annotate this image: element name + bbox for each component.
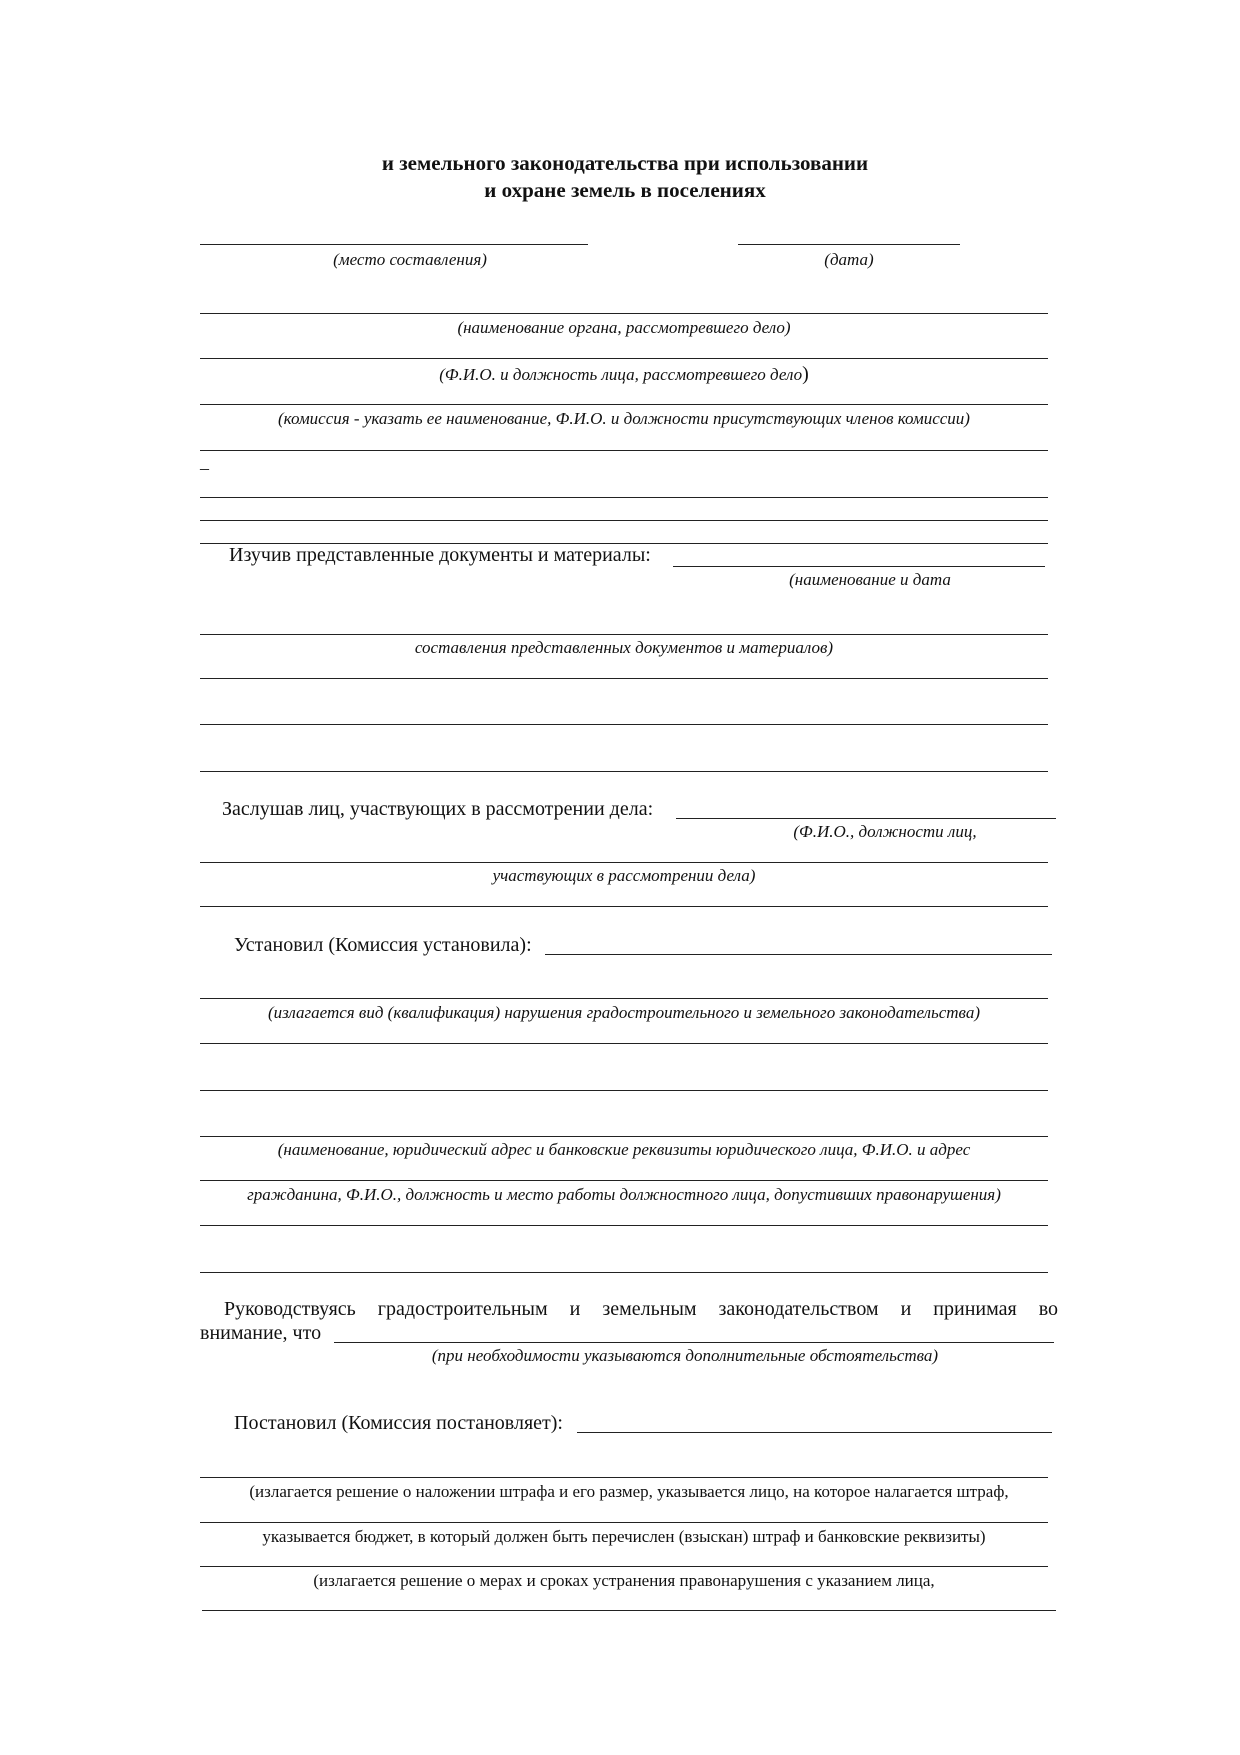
docs-caption-2: составления представленных документов и материалов): [414, 638, 834, 657]
date-caption: (дата): [824, 250, 874, 269]
commission-caption: (комиссия - указать ее наименование, Ф.И.О. и должности присутствующих членов комиссии): [278, 409, 970, 428]
document-title-line-2: и охране земель в поселениях: [484, 178, 766, 202]
fine-caption-2: указывается бюджет, в который должен быть перечислен (взыскан) штраф и банковские реквизиты): [262, 1527, 986, 1546]
person-caption-paren: ): [802, 363, 809, 385]
established-label: Установил (Комиссия установила):: [234, 934, 532, 956]
studied-field-line[interactable]: [673, 566, 1045, 567]
person-caption-text: (Ф.И.О. и должность лица, рассмотревшего дело: [439, 365, 803, 384]
offender-caption-2: гражданина, Ф.И.О., должность и место работы должностного лица, допустивших правонарушения): [247, 1185, 1001, 1204]
guided-text-line-2: внимание, что: [200, 1322, 322, 1344]
blank-line-7[interactable]: [200, 771, 1048, 772]
heard-label: Заслушав лиц, участвующих в рассмотрении дела:: [222, 798, 654, 820]
persons-caption-1: (Ф.И.О., должности лиц,: [793, 822, 977, 841]
document-title-line-1: и земельного законодательства при использовании: [381, 151, 869, 175]
place-caption: (место составления): [333, 250, 487, 269]
docs-caption-1: (наименование и дата: [789, 570, 951, 589]
fine-field-line-2[interactable]: [200, 1522, 1048, 1523]
resolved-field-line[interactable]: [577, 1432, 1052, 1433]
established-field-line[interactable]: [545, 954, 1052, 955]
blank-line-12[interactable]: [200, 1272, 1048, 1273]
fine-field-line[interactable]: [200, 1477, 1048, 1478]
docs-field-line[interactable]: [200, 634, 1048, 635]
violation-field-line[interactable]: [200, 998, 1048, 999]
blank-line-9[interactable]: [200, 1043, 1048, 1044]
blank-line-6[interactable]: [200, 724, 1048, 725]
circumstances-caption: (при необходимости указываются дополнительные обстоятельства): [431, 1346, 939, 1365]
blank-line-11[interactable]: [200, 1225, 1048, 1226]
fine-caption-1: (излагается решение о наложении штрафа и его размер, указывается лицо, на которое налагается штраф,: [249, 1482, 1009, 1501]
violation-caption: (излагается вид (квалификация) нарушения градостроительного и земельного законодательства): [268, 1003, 980, 1022]
blank-line-8[interactable]: [200, 906, 1048, 907]
blank-line-1[interactable]: [200, 450, 1048, 451]
stray-dash: –: [200, 458, 209, 478]
guided-text-line-1: Руководствуясь градостроительным и земельным законодательством и принимая во: [224, 1298, 1058, 1320]
commission-field-line[interactable]: [200, 404, 1048, 405]
offender-caption-1: (наименование, юридический адрес и банковские реквизиты юридического лица, Ф.И.О. и адрес: [277, 1140, 971, 1159]
person-caption: [200, 363, 1048, 386]
studied-label: Изучив представленные документы и материалы:: [229, 544, 651, 566]
blank-line-10[interactable]: [200, 1090, 1048, 1091]
circumstances-field-line[interactable]: [334, 1342, 1054, 1343]
place-field-line[interactable]: [200, 244, 588, 245]
organ-caption: (наименование органа, рассмотревшего дело): [457, 318, 791, 337]
blank-line-2[interactable]: [200, 497, 1048, 498]
date-field-line[interactable]: [738, 244, 960, 245]
heard-field-line[interactable]: [676, 818, 1056, 819]
persons-caption-2: участвующих в рассмотрении дела): [492, 866, 756, 885]
offender-field-line[interactable]: [200, 1136, 1048, 1137]
resolved-label: Постановил (Комиссия постановляет):: [234, 1412, 563, 1434]
blank-line-3[interactable]: [200, 520, 1048, 521]
organ-field-line[interactable]: [200, 313, 1048, 314]
measures-field-line[interactable]: [200, 1566, 1048, 1567]
persons-field-line[interactable]: [200, 862, 1048, 863]
blank-line-5[interactable]: [200, 678, 1048, 679]
measures-caption: (излагается решение о мерах и сроках устранения правонарушения с указанием лица,: [313, 1571, 935, 1590]
person-field-line[interactable]: [200, 358, 1048, 359]
measures-field-line-2[interactable]: [202, 1610, 1056, 1611]
offender-field-line-2[interactable]: [200, 1180, 1048, 1181]
